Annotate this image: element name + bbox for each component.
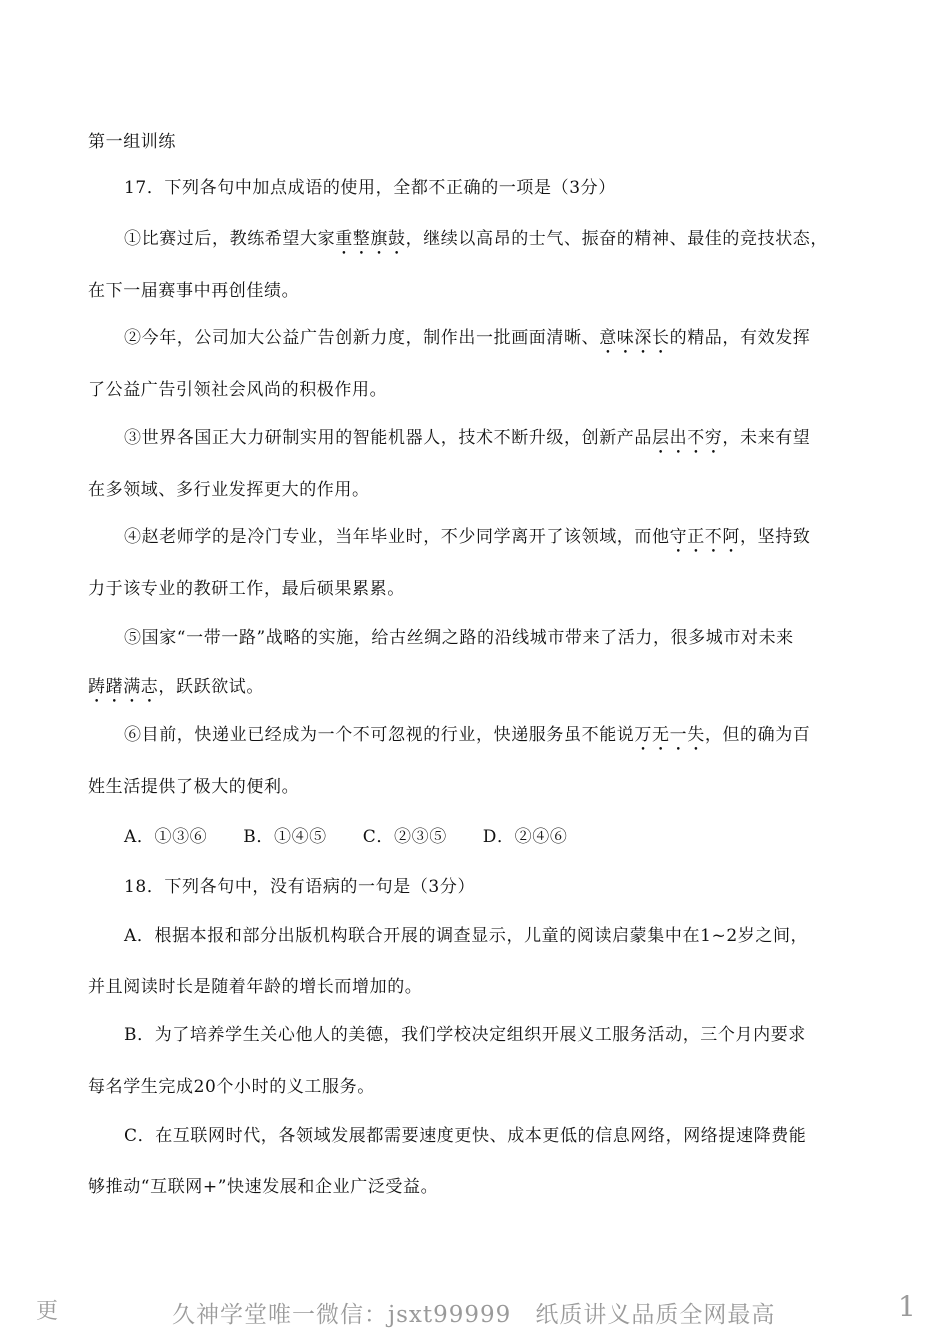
- q17-sentence-3: [124, 427, 810, 458]
- q17-s5-text-b: ，跃跃欲试。: [158, 677, 265, 697]
- q18-option-c-line-2: 够推动“互联网+”快速发展和企业广泛受益。: [88, 1177, 439, 1197]
- q18-option-a-line-2: 并且阅读时长是随着年龄的增长而增加的。: [88, 977, 423, 997]
- q17-options: [124, 826, 603, 848]
- q17-sentence-5: ⑤国家“一带一路”战略的实施，给古丝绸之路的沿线城市带来了活力，很多城市对未来: [124, 628, 794, 648]
- q17-sentence-4: [124, 526, 810, 557]
- q17-s3-text-b: ，未来有望: [722, 428, 811, 448]
- q17-s1-idiom: 重整旗鼓: [335, 229, 406, 249]
- q17-s4-text-b: ，坚持致: [740, 527, 811, 547]
- q17-s6-text-a: ⑥目前，快递业已经成为一个不可忽视的行业，快递服务虽不能说: [124, 725, 635, 745]
- q17-sentence-2-cont: 了公益广告引领社会风尚的积极作用。: [88, 380, 388, 400]
- q18-option-c-line-1: C．在互联网时代，各领域发展都需要速度更快、成本更低的信息网络，网络提速降费能: [124, 1126, 807, 1146]
- section-title: 第一组训练: [88, 132, 176, 152]
- q17-s6-idiom: 万无一失: [634, 725, 705, 745]
- q17-s6-text-b: ，但的确为百: [704, 725, 811, 745]
- page-number: 1: [898, 1290, 916, 1323]
- q17-s1-text-a: ①比赛过后，教练希望大家: [124, 229, 336, 249]
- q17-sentence-5-cont: [88, 676, 264, 707]
- q17-sentence-2: [124, 327, 810, 358]
- q17-option-b: B．①④⑤: [243, 827, 327, 847]
- edge-character: 更: [36, 1299, 59, 1324]
- q17-sentence-6-cont: 姓生活提供了极大的便利。: [88, 777, 300, 797]
- q18-option-b-line-1: B．为了培养学生关心他人的美德，我们学校决定组织开展义工服务活动，三个月内要求: [124, 1025, 806, 1045]
- q17-sentence-6: [124, 724, 810, 755]
- q17-s4-idiom: 守正不阿: [669, 527, 741, 547]
- q17-s1-text-b: ，继续以高昂的士气、振奋的精神、最佳的竞技状态，: [405, 229, 829, 249]
- q17-option-a: A．①③⑥: [124, 827, 208, 847]
- q17-s3-idiom: 层出不穷: [652, 428, 723, 448]
- q17-sentence-3-cont: 在多领域、多行业发挥更大的作用。: [88, 480, 370, 500]
- q17-s5-idiom: 踌躇满志: [88, 677, 159, 697]
- q18-option-b-line-2: 每名学生完成20个小时的义工服务。: [88, 1077, 375, 1097]
- q17-sentence-1-cont: 在下一届赛事中再创佳绩。: [88, 281, 300, 301]
- q18-option-a-line-1: A．根据本报和部分出版机构联合开展的调查显示，儿童的阅读启蒙集中在1~2岁之间，: [124, 926, 809, 946]
- q17-option-c: C．②③⑤: [362, 827, 447, 847]
- q17-s4-text-a: ④赵老师学的是冷门专业，当年毕业时，不少同学离开了该领域，而他: [124, 527, 670, 547]
- footer-watermark: 久神学堂唯一微信：jsxt99999 纸质讲义品质全网最高: [172, 1302, 776, 1328]
- question-18-stem: 18．下列各句中，没有语病的一句是（3分）: [124, 877, 476, 897]
- q17-s2-idiom: 意味深长: [599, 328, 670, 348]
- q17-s2-text-b: 的精品，有效发挥: [669, 328, 811, 348]
- q17-sentence-4-cont: 力于该专业的教研工作，最后硕果累累。: [88, 579, 405, 599]
- q17-option-d: D．②④⑥: [482, 827, 568, 847]
- q17-sentence-1: [124, 228, 828, 259]
- q17-s3-text-a: ③世界各国正大力研制实用的智能机器人，技术不断升级，创新产品: [124, 428, 652, 448]
- q17-s2-text-a: ②今年，公司加大公益广告创新力度，制作出一批画面清晰、: [124, 328, 600, 348]
- question-17-stem: 17．下列各句中加点成语的使用，全都不正确的一项是（3分）: [124, 178, 616, 198]
